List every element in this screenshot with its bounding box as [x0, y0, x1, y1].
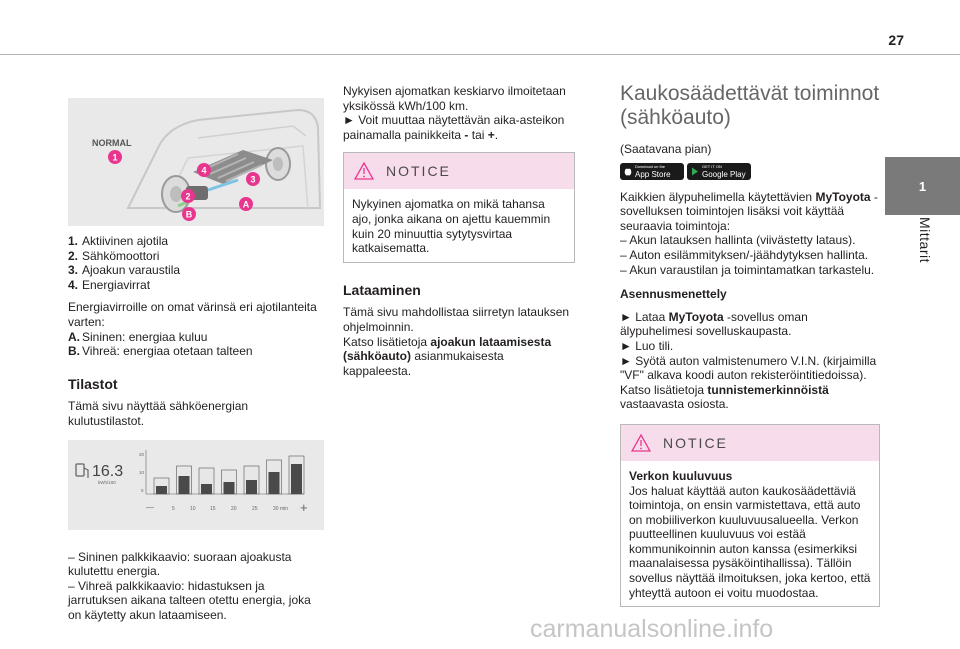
charging-text: Tämä sivu mahdollistaa siirretyn latauksen ohjelmoinnin. — [343, 305, 570, 334]
marker-4 — [197, 163, 211, 177]
svg-text:A: A — [242, 199, 250, 210]
warning-icon — [631, 434, 651, 452]
column-2 — [343, 84, 575, 378]
notice-box — [343, 152, 575, 262]
list-item: 4. Energiavirrat — [68, 277, 151, 292]
bar-recovered-1 — [156, 486, 167, 494]
column-1 — [68, 98, 326, 623]
apple-icon — [624, 167, 632, 176]
vin-reference: Katso lisätietoja tunnistemerkinnöistä vastaavasta osiosta. — [620, 382, 829, 412]
install-step: ► Syötä auton valmistenumero V.I.N. (kirjaimilla "VF" alkava koodi auton rekisteröintitiedoissa). — [620, 353, 877, 383]
mode-label: NORMAL — [92, 138, 132, 148]
page-title: Kaukosäädettävät toiminnot (sähköauto) — [620, 82, 880, 129]
x-tick: 10 — [190, 505, 196, 512]
scale-instruction: ► Voit muuttaa näytettävän aika-asteikon painamalla painikkeita - tai +. — [343, 113, 565, 142]
list-item: A. Sininen: energiaa kuluu — [68, 329, 208, 344]
svg-text:B: B — [185, 209, 193, 220]
chapter-tab — [885, 157, 960, 417]
x-tick: 30 min — [273, 505, 289, 512]
notice-header — [621, 425, 879, 461]
availability-note: (Saatavana pian) — [620, 142, 712, 156]
bar-recovered-3 — [201, 484, 212, 494]
notice-content — [621, 461, 879, 606]
notice-text: Nykyinen ajomatka on mikä tahansa ajo, jonka aikana on ajettu kauemmin kuin 20 minuuttia sytytysvirtaa katkaisematta. — [352, 197, 551, 256]
bar-recovered-5 — [246, 480, 257, 494]
svg-text:3: 3 — [250, 174, 256, 185]
x-tick: 25 — [252, 505, 258, 512]
bar-note-green: – Vihreä palkkikaavio: hidastuksen ja jarrutuksen aikana talteen otettu energia, joka on käytetty akun lataamiseen. — [68, 578, 311, 622]
zoom-in-label: + — [300, 499, 308, 515]
feature-item: – Akun varaustilan ja toimintamatkan tarkastelu. — [620, 262, 875, 277]
notice-heading: Verkon kuuluvuus — [629, 468, 733, 483]
chapter-number: 1 — [885, 157, 960, 215]
feature-item: – Akun latauksen hallinta (viivästetty lataus). — [620, 233, 856, 248]
feature-item: – Auton esilämmityksen/-jäähdytyksen hallinta. — [620, 247, 869, 262]
fuel-pump-icon — [76, 464, 88, 478]
page-number: 27 — [888, 32, 904, 48]
charging-heading: Lataaminen — [343, 281, 421, 298]
list-item: 3. Ajoakun varaustila — [68, 263, 181, 278]
flow-legend — [68, 330, 326, 359]
car-energy-illustration — [68, 98, 324, 226]
header-rule — [0, 54, 960, 55]
list-item: B. Vihreä: energiaa otetaan talteen — [68, 344, 253, 359]
install-step: ► Luo tili. — [620, 338, 674, 353]
x-tick: 15 — [210, 505, 216, 512]
list-item: 2. Sähkömoottori — [68, 248, 160, 263]
marker-3 — [246, 172, 260, 186]
network-notice-box — [620, 424, 880, 607]
bar-note-blue: – Sininen palkkikaavio: suoraan ajoakusta kulutettu energia. — [68, 549, 292, 579]
x-tick: 5 — [172, 505, 175, 512]
notice-text: Jos haluat käyttää auton kaukosäädettäviä toimintoja, on ensin varmistettava, että auto on mobiiliverkon kuuluvuusalueella. Verkon puutteellinen kuuluvuus voi estää kommunikoinnin auton kanssa (esimerkiksi maanalaisessa pysäköintihallissa). Tällöin sovellus näyttää ilmoituksen, joka kertoo, että yhteyttä autoon ei voitu muodostaa. — [629, 483, 871, 600]
y-tick: 0 — [141, 487, 144, 493]
zoom-out-label: — — [146, 502, 154, 512]
bar-recovered-2 — [179, 476, 190, 494]
stats-text: Tämä sivu näyttää sähköenergian kulutustilastot. — [68, 399, 249, 428]
install-step: ► Lataa MyToyota -sovellus oman älypuhelimesi sovelluskaupasta. — [620, 309, 808, 339]
numbered-legend — [68, 234, 326, 292]
x-tick: 20 — [231, 505, 237, 512]
bar-recovered-7 — [291, 464, 302, 494]
store-badges — [620, 163, 880, 180]
charging-reference: Katso lisätietoja ajoakun lataamisesta (sähköauto) asianmukaisesta kappaleesta. — [343, 334, 552, 378]
y-tick: 20 — [139, 451, 145, 457]
warning-icon — [354, 162, 374, 180]
consumption-unit: kWh/100 — [98, 479, 116, 485]
svg-text:2: 2 — [185, 191, 191, 202]
chapter-name: Mittarit — [917, 217, 933, 263]
consumption-figure — [68, 440, 324, 530]
svg-text:1: 1 — [112, 152, 118, 163]
column-3 — [620, 82, 880, 621]
bar-recovered-6 — [269, 472, 280, 494]
marker-1 — [108, 150, 122, 164]
google-play-badge[interactable]: GET IT ON Google Play — [687, 163, 751, 180]
watermark: carmanualsonline.info — [530, 615, 774, 643]
consumption-value: 16.3 — [92, 462, 124, 480]
car-energy-figure — [68, 98, 324, 226]
notice-header — [344, 153, 574, 189]
svg-text:4: 4 — [201, 165, 207, 176]
app-store-badge[interactable]: Download on the App Store — [620, 163, 684, 180]
notice-label: NOTICE — [663, 434, 728, 451]
google-play-icon — [691, 167, 699, 176]
app-intro: Kaikkien älypuhelimella käytettävien MyToyota -sovelluksen toimintojen lisäksi voit käyttää seuraavia toimintoja: — [620, 189, 878, 233]
notice-label: NOTICE — [386, 163, 451, 180]
marker-b — [182, 207, 196, 221]
list-item: 1. Aktiivinen ajotila — [68, 234, 169, 248]
flow-intro: Energiavirroille on omat värinsä eri ajotilanteita varten: — [68, 300, 317, 329]
install-heading: Asennusmenettely — [620, 287, 727, 302]
marker-a — [239, 197, 253, 211]
y-tick: 10 — [139, 469, 145, 475]
bar-recovered-4 — [224, 482, 235, 494]
stats-heading: Tilastot — [68, 375, 118, 392]
marker-2 — [181, 189, 195, 203]
average-intro: Nykyisen ajomatkan keskiarvo ilmoitetaan yksikössä kWh/100 km. — [343, 84, 566, 113]
consumption-chart — [68, 440, 324, 530]
